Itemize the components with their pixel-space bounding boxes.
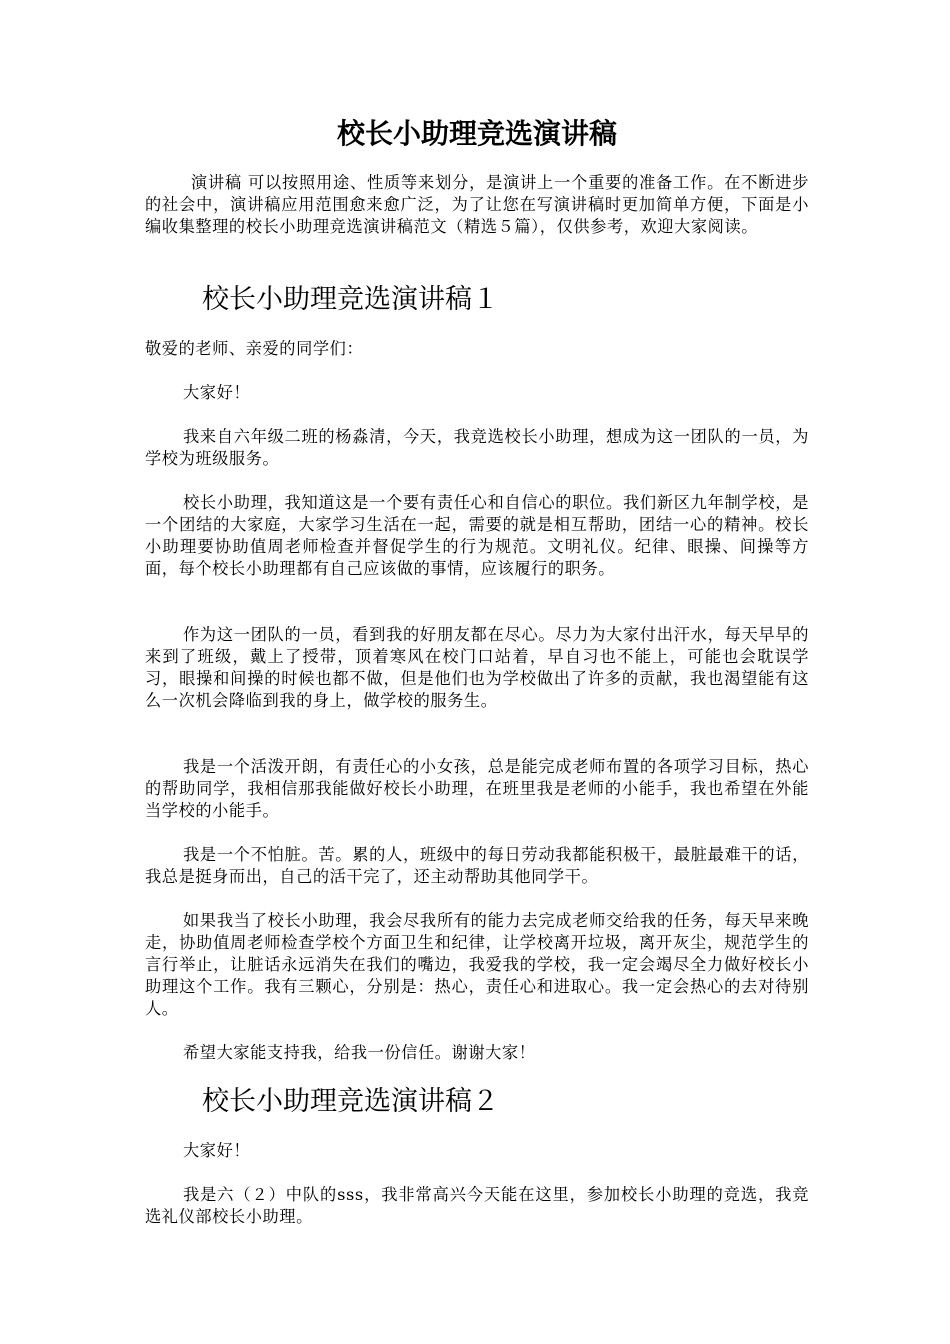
- intro-paragraph: 演讲稿 可以按照用途、性质等来划分，是演讲上一个重要的准备工作。在不断进步的社会中，演讲稿应用范围愈来愈广泛，为了让您在写演讲稿时更加简单方便，下面是小编收集整理的校长小助理竞选演讲稿范文（精选５篇），仅供参考，欢迎大家阅读。: [145, 173, 809, 236]
- paragraph: 我是一个不怕脏。苦。累的人，班级中的每日劳动我都能积极干，最脏最难干的话，我总是挺身而出，自己的活干完了，还主动帮助其他同学干。: [145, 845, 809, 886]
- paragraph: 我是六（２）中队的sss，我非常高兴今天能在这里，参加校长小助理的竞选，我竞选礼仪部校长小助理。: [145, 1185, 809, 1226]
- salutation: 敬爱的老师、亲爱的同学们：: [145, 339, 364, 358]
- paragraph: 我是一个活泼开朗，有责任心的小女孩，总是能完成老师布置的各项学习目标，热心的帮助同学，我相信那我能做好校长小助理，在班里我是老师的小能手，我也希望在外能当学校的小能手。: [145, 757, 809, 820]
- closing-paragraph: 希望大家能支持我，给我一份信任。谢谢大家！: [183, 1043, 536, 1062]
- greeting: 大家好！: [183, 1141, 251, 1160]
- paragraph: 作为这一团队的一员，看到我的好朋友都在尽心。尽力为大家付出汗水，每天早早的来到了班级，戴上了授带，顶着寒风在校门口站着，早自习也不能上，可能也会耽误学习，眼操和间操的时候也都不做，但是他们也为学校做出了许多的贡献，我也渴望能有这么一次机会降临到我的身上，做学校的服务生。: [145, 625, 809, 710]
- paragraph: 如果我当了校长小助理，我会尽我所有的能力去完成老师交给我的任务，每天早来晚走，协助值周老师检查学校个方面卫生和纪律，让学校离开垃圾，离开灰尘，规范学生的言行举止，让脏话永远消失在我们的嘴边，我爱我的学校，我一定会竭尽全力做好校长小助理这个工作。我有三颗心，分别是：热心，责任心和进取心。我一定会热心的去对待别人。: [145, 911, 809, 1018]
- section-2-heading: 校长小助理竞选演讲稿２: [202, 1086, 499, 1117]
- document-title: 校长小助理竞选演讲稿: [336, 117, 617, 150]
- greeting: 大家好！: [183, 383, 251, 402]
- paragraph: 校长小助理，我知道这是一个要有责任心和自信心的职位。我们新区九年制学校，是一个团结的大家庭，大家学习生活在一起，需要的就是相互帮助，团结一心的精神。校长小助理要协助值周老师检查并督促学生的行为规范。文明礼仪。纪律、眼操、间操等方面，每个校长小助理都有自己应该做的事情，应该履行的职务。: [145, 493, 809, 578]
- paragraph: 我来自六年级二班的杨淼清，今天，我竞选校长小助理，想成为这一团队的一员，为学校为班级服务。: [145, 427, 809, 468]
- section-1-heading: 校长小助理竞选演讲稿１: [202, 284, 499, 315]
